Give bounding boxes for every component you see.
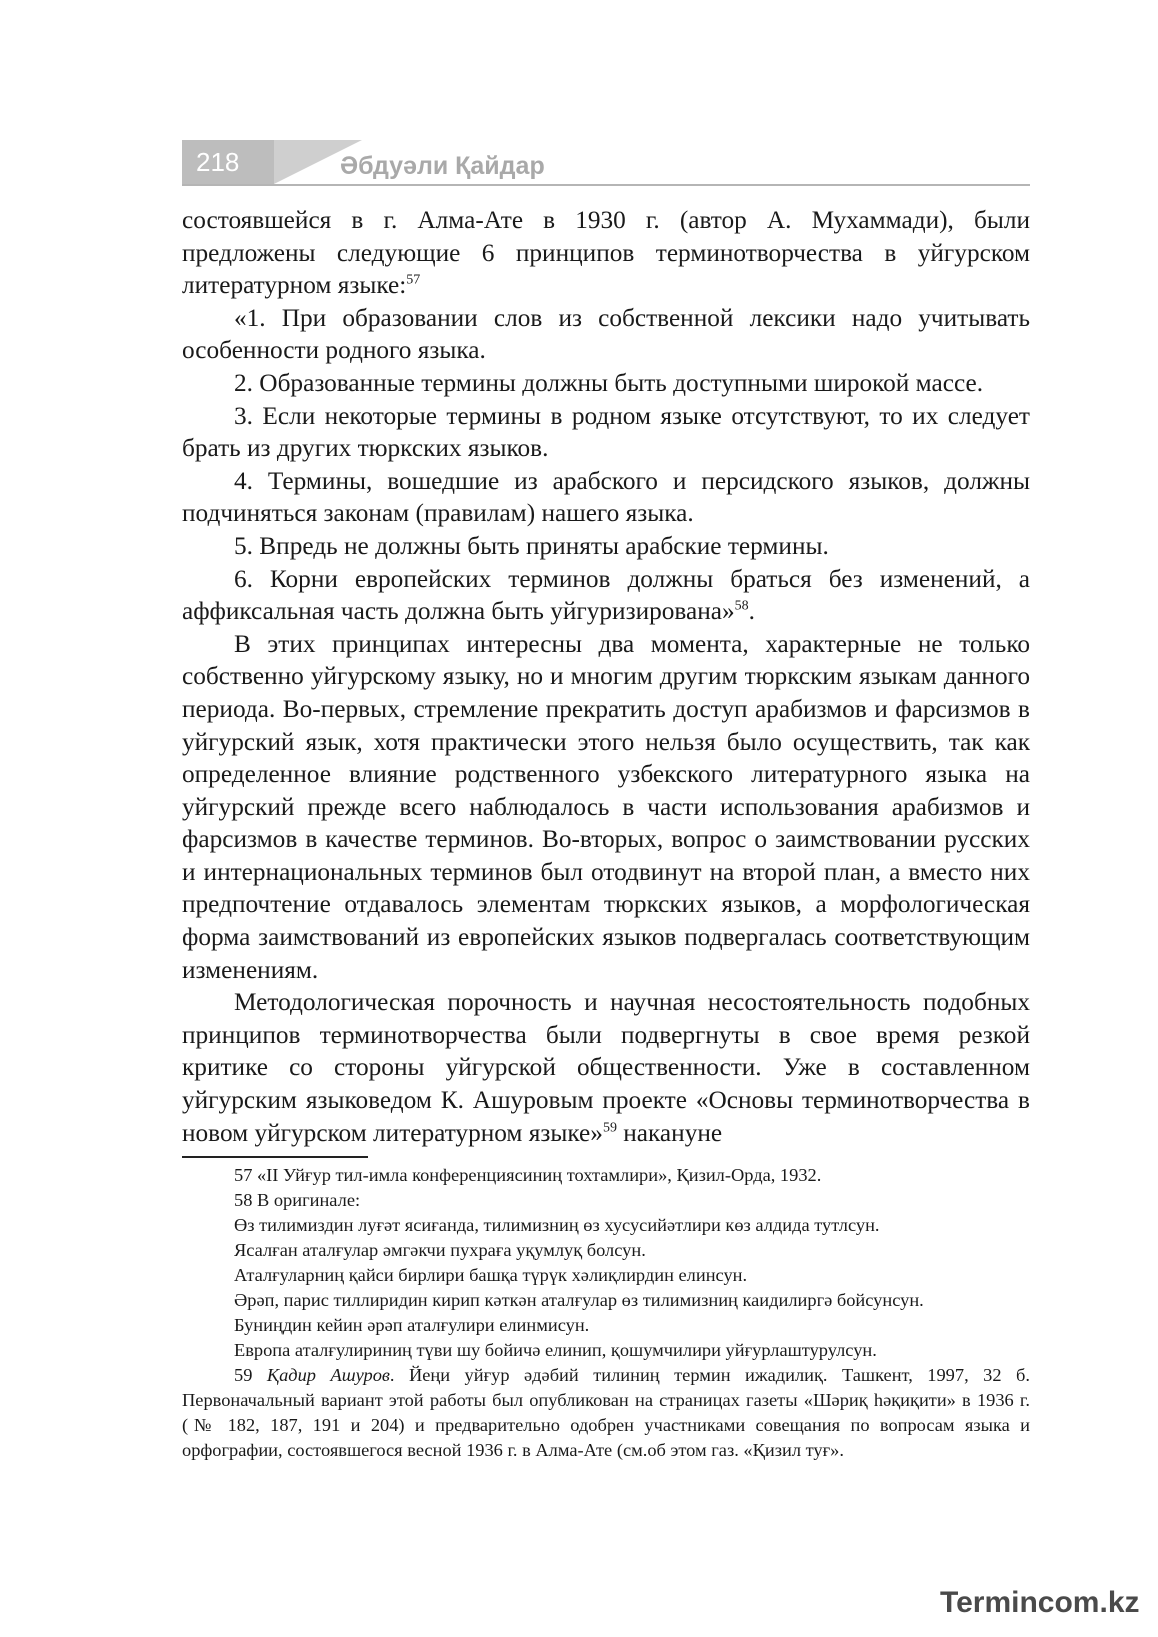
- paragraph-1-text: состоявшейся в г. Алма-Ате в 1930 г. (автор А. Мухаммади), были предложены следующие 6 принципов терминотворчества в уйгурском литературном языке:: [182, 206, 1030, 300]
- footnote-58-line: Аталғуларниң қайси бирлири башқа түрүк хәлиқлирдин елинсун.: [234, 1265, 748, 1285]
- footnote-rule: [182, 1156, 368, 1158]
- principle-4: 4. Термины, вошедшие из арабского и персидского языков, должны подчиняться законам (правилам) нашего языка.: [182, 466, 1030, 528]
- running-header: [182, 140, 1030, 188]
- footnote-59-number: 59: [234, 1365, 267, 1385]
- footnote-58-line: Әрәп, парис тиллиридин кирип кәткән аталғулар өз тилимизниң каидилиргә бойсунсун.: [234, 1290, 924, 1310]
- page-number: 218: [182, 140, 274, 184]
- footnotes: [182, 1163, 1030, 1463]
- footnote-58-line: Европа аталғулириниң түви шу бойичә елинип, қошумчилири уйғурлаштурулсун.: [234, 1340, 877, 1360]
- running-header-author: Әбдуәли Қайдар: [340, 152, 545, 180]
- footnote-59-author: Қадир Ашуров: [266, 1365, 390, 1385]
- header-rule: [182, 184, 1030, 186]
- principle-6-end: .: [748, 597, 755, 626]
- paragraph-3: [182, 986, 1030, 1149]
- footnote-57: 57 «II Уйғур тил-имла конференциясиниң тохтамлири», Қизил-Орда, 1932.: [234, 1165, 822, 1185]
- footnote-58-line: Өз тилимиздин луғәт ясиғанда, тилимизниң өз хусусийәтлири көз алдида тутлсун.: [234, 1215, 880, 1235]
- paragraph-1: [182, 204, 1030, 302]
- paragraph-3-text: Методологическая порочность и научная несостоятельность подобных принципов терминотворчества были подвергнуты в свое время резкой критике со стороны уйгурской общественности. Уже в составленном уйгурским языковедом К. Ашуровым проекте «Основы терминотворчества в новом уйгурском литературном языке»: [182, 988, 1030, 1147]
- footnote-ref-57[interactable]: 57: [406, 272, 421, 288]
- principle-6-text: 6. Корни европейских терминов должны браться без изменений, а аффиксальная часть должна быть уйгуризирована»: [182, 564, 1030, 626]
- footnote-58-line: Буниңдин кейин әрәп аталғулири елинмисун.: [234, 1315, 590, 1335]
- paragraph-3-end: накануне: [616, 1118, 723, 1147]
- site-watermark-logo: Termincom.kz: [940, 1586, 1140, 1619]
- principle-3: 3. Если некоторые термины в родном языке отсутствуют, то их следует брать из других тюркских языков.: [182, 401, 1030, 463]
- principle-5: 5. Впредь не должны быть приняты арабские термины.: [234, 531, 829, 560]
- footnote-58: 58 В оригинале:: [234, 1190, 361, 1210]
- main-text: [182, 204, 1030, 1149]
- principle-2: 2. Образованные термины должны быть доступными широкой массе.: [234, 368, 984, 397]
- footnote-59-text: . Йеңи уйғур әдәбий тилиниң термин ижадилиқ. Ташкент, 1997, 32 б. Первоначальный вариант этой работы был опубликован на страницах газеты «Шәриқ һәқиқити» в 1936 г. (№ 182, 187, 191 и 204) и предварительно одобрен участниками совещания по вопросам языка и орфографии, состоявшегося весной 1936 г. в Алма-Ате (см.об этом газ. «Қизил туғ».: [182, 1365, 1030, 1460]
- paragraph-2: В этих принципах интересны два момента, характерные не только собственно уйгурскому языку, но и многим другим тюркским языкам данного периода. Во-первых, стремление прекратить доступ арабизмов и фарсизмов в уйгурский язык, хотя практически этого нельзя было осуществить, так как определенное влияние родственного узбекского литературного языка на уйгурский прежде всего наблюдалось в части использования арабизмов и фарсизмов в качестве терминов. Во-вторых, вопрос о заимствовании русских и интернациональных терминов был отодвинут на второй план, а вместо них предпочтение отдавалось элементам тюркских языков, а морфологическая форма заимствований из европейских языков подвергалась соответствующим изменениям.: [182, 629, 1030, 984]
- footnote-59: [182, 1363, 1030, 1463]
- footnote-ref-59[interactable]: 59: [602, 1120, 617, 1136]
- footnote-ref-58[interactable]: 58: [734, 598, 749, 614]
- principle-1: «1. При образовании слов из собственной лексики надо учитывать особенности родного языка.: [182, 303, 1030, 365]
- footnote-58-line: Ясалған аталғулар әмгәкчи пухраға уқумлуқ болсун.: [234, 1240, 646, 1260]
- principle-6: [182, 563, 1030, 628]
